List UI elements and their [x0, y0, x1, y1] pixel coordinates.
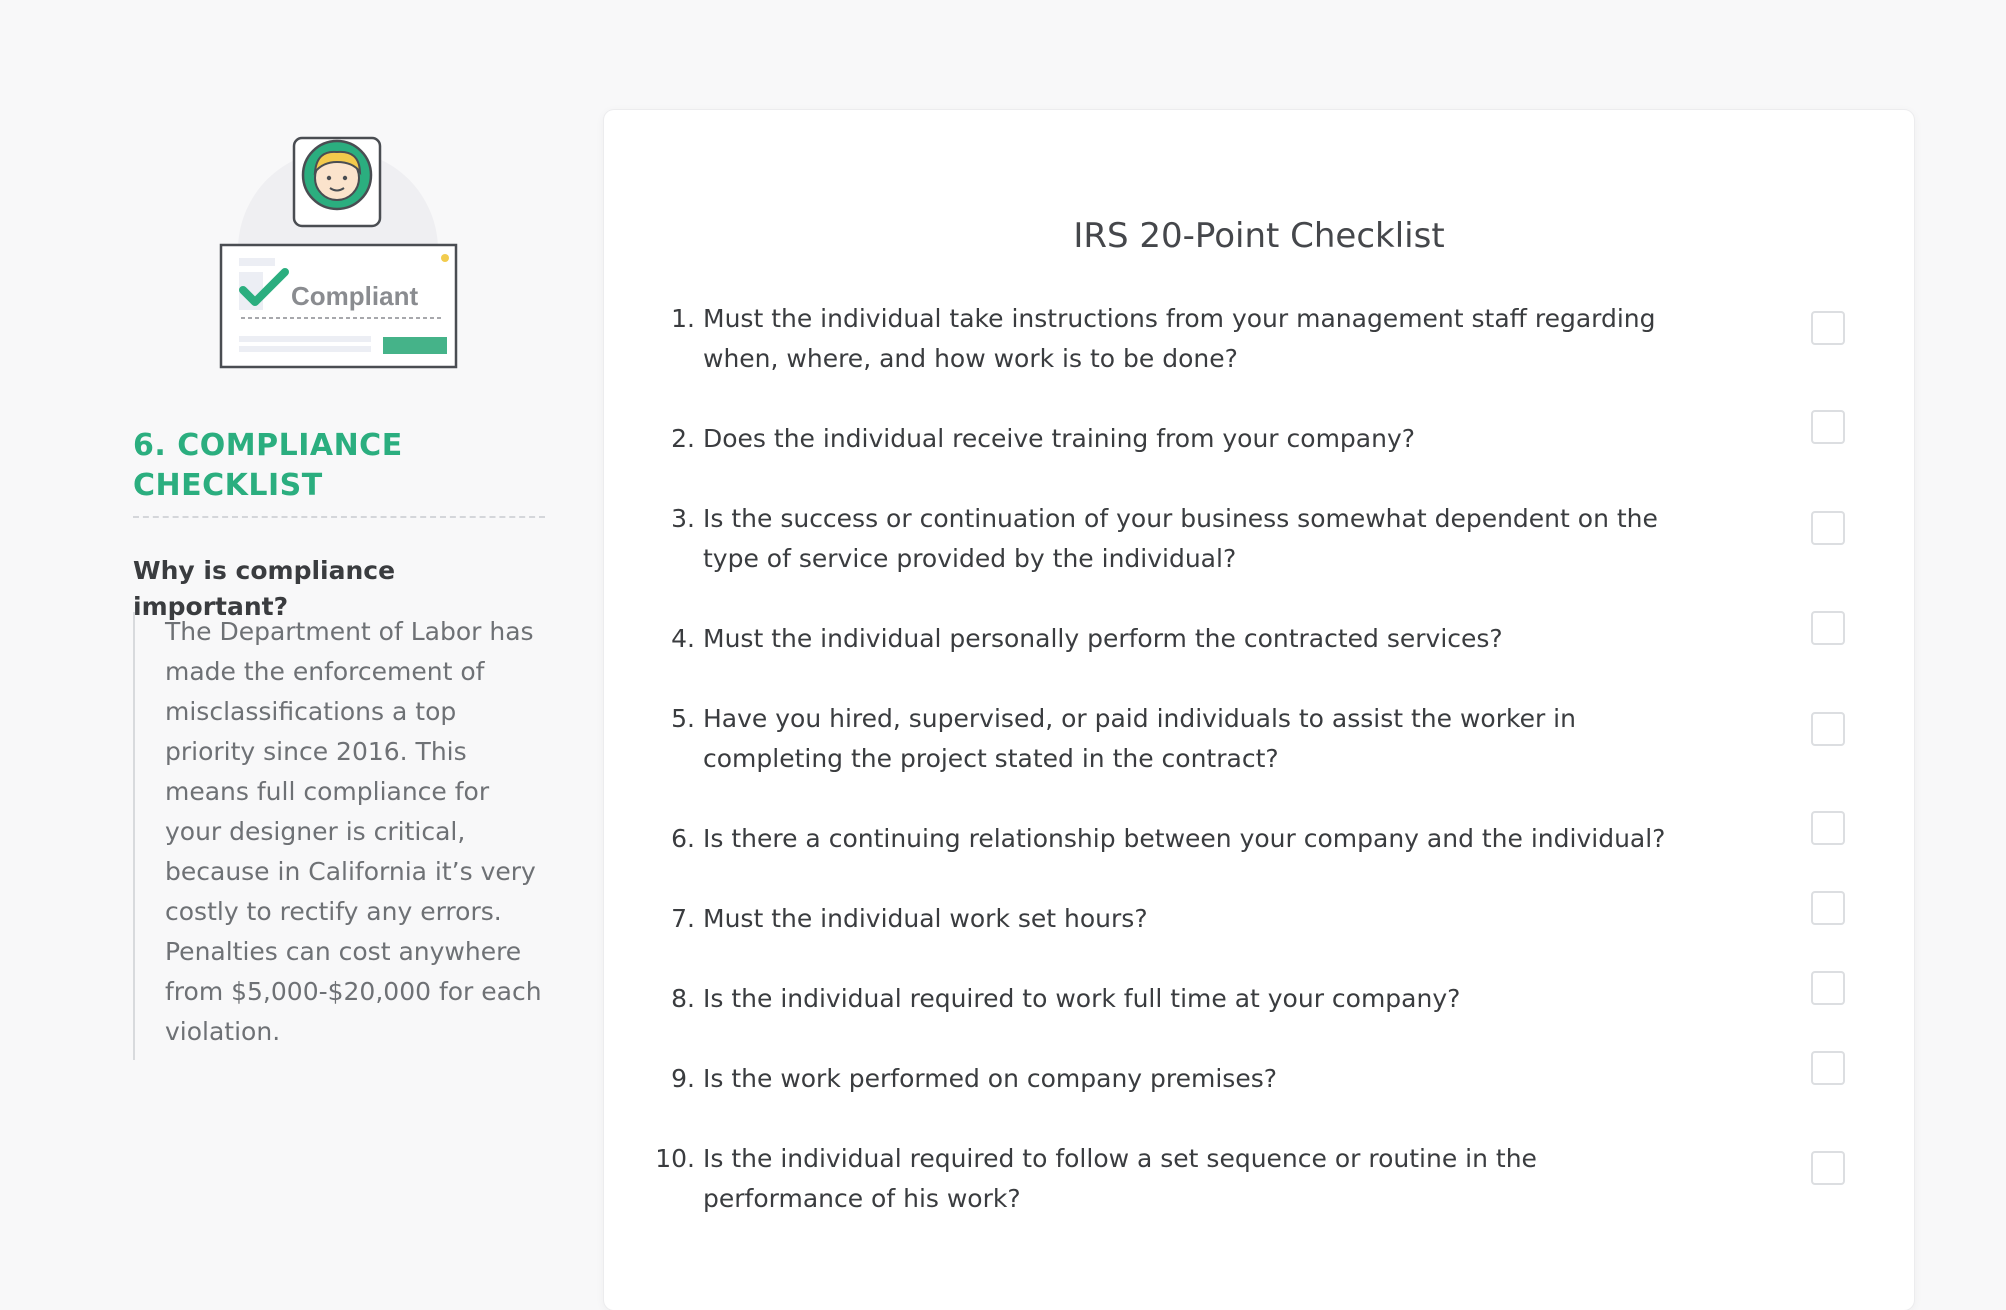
item-checkbox[interactable] — [1811, 891, 1845, 925]
sidebar-question: Why is compliance important? — [133, 556, 396, 621]
item-number: 1. — [671, 304, 695, 333]
item-number: 4. — [671, 624, 695, 653]
checklist — [604, 110, 1914, 1310]
item-number: 9. — [671, 1064, 695, 1093]
item-number: 6. — [671, 824, 695, 853]
item-number: 5. — [671, 704, 695, 733]
sidebar — [133, 0, 545, 1262]
compliant-label: Compliant — [291, 281, 419, 311]
card-title: IRS 20-Point Checklist — [1073, 216, 1445, 256]
item-number: 8. — [671, 984, 695, 1013]
item-text: Must the individual work set hours? — [703, 904, 1148, 933]
sidebar-body-text: The Department of Labor has made the enforcement of misclassifications a top priority since 2016. This means full compliance for your designer is critical, because in California it’s very costly to rectify any errors. Penalties can cost anywhere from $5,000-$20,000 for each violation. — [133, 612, 547, 1060]
item-text: Must the individual personally perform the contracted services? — [703, 624, 1503, 653]
item-checkbox[interactable] — [1811, 971, 1845, 1005]
item-checkbox[interactable] — [1811, 511, 1845, 545]
item-number: 10. — [655, 1144, 695, 1173]
item-text: Is the individual required to work full time at your company? — [703, 984, 1461, 1013]
section-title: 6. COMPLIANCE CHECKLIST — [133, 426, 545, 518]
item-checkbox[interactable] — [1811, 811, 1845, 845]
item-checkbox[interactable] — [1811, 410, 1845, 444]
item-number: 7. — [671, 904, 695, 933]
compliant-illustration — [133, 0, 545, 400]
item-text: Does the individual receive training from your company? — [703, 424, 1416, 453]
item-text: Is the success or continuation of your business somewhat dependent on the type of service provided by the individual? — [703, 504, 1658, 573]
item-checkbox[interactable] — [1811, 1151, 1845, 1185]
item-text: Is the individual required to follow a set sequence or routine in the performance of his work? — [703, 1144, 1537, 1213]
avatar — [294, 138, 380, 226]
item-checkbox[interactable] — [1811, 611, 1845, 645]
item-text: Is the work performed on company premises? — [703, 1064, 1278, 1093]
item-text: Have you hired, supervised, or paid individuals to assist the worker in completing the project stated in the contract? — [703, 704, 1576, 773]
item-checkbox[interactable] — [1811, 712, 1845, 746]
item-checkbox[interactable] — [1811, 1051, 1845, 1085]
item-checkbox[interactable] — [1811, 311, 1845, 345]
item-number: 2. — [671, 424, 695, 453]
checklist-card — [604, 110, 1914, 1310]
item-text: Is there a continuing relationship between your company and the individual? — [703, 824, 1666, 853]
item-number: 3. — [671, 504, 695, 533]
item-text: Must the individual take instructions from your management staff regarding when, where, and how work is to be done? — [703, 304, 1656, 373]
